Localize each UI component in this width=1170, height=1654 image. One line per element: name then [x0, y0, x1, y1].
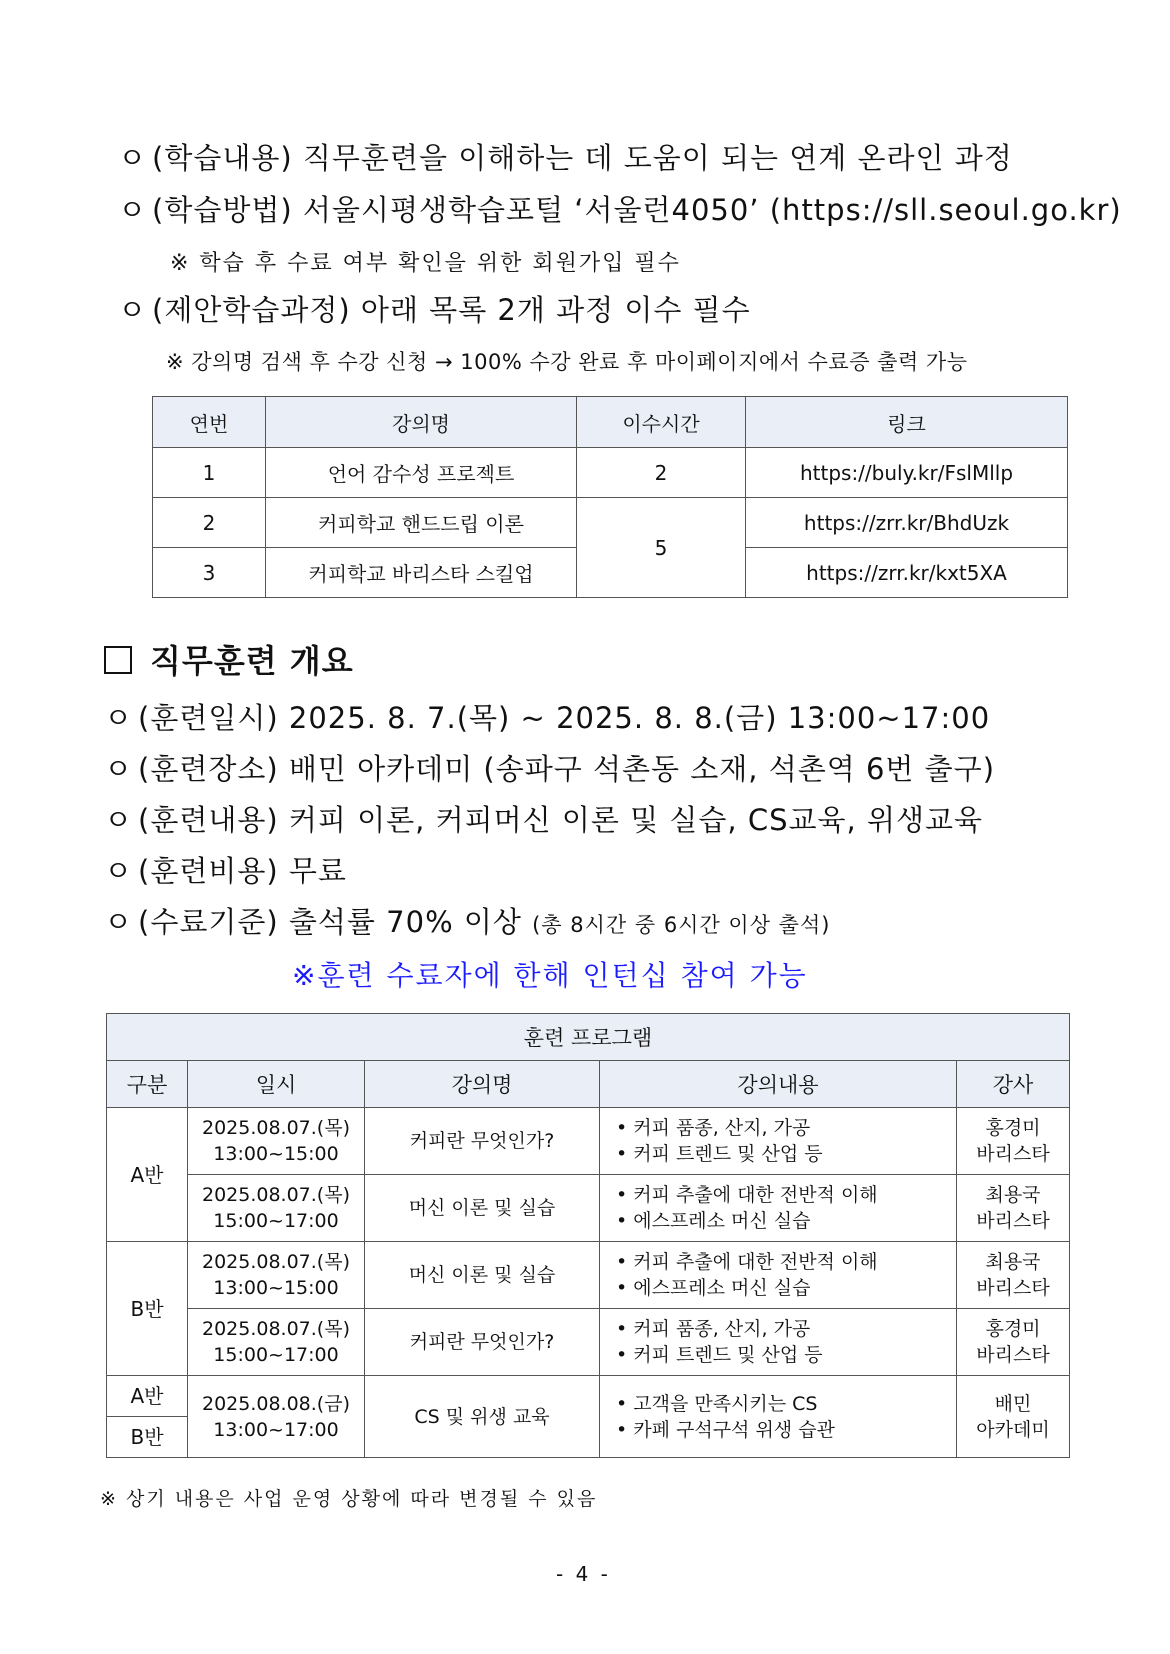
internship-highlight: ※훈련 수료자에 한해 인턴십 참여 가능	[292, 959, 808, 992]
instructor-title: 바리스타	[976, 1210, 1050, 1232]
cell-name: 언어 감수성 프로젝트	[266, 448, 577, 498]
content-item: • 커피 추출에 대한 전반적 이해	[616, 1184, 878, 1206]
cell-link[interactable]: https://zrr.kr/kxt5XA	[746, 548, 1068, 598]
overview-content	[104, 798, 983, 839]
cell-date: 2025.08.07.(목)	[201, 1251, 350, 1273]
cell-datetime	[188, 1242, 365, 1309]
bullet-mark: ㅇ	[104, 854, 134, 888]
checkbox-square-icon	[104, 646, 132, 674]
cell-datetime	[188, 1175, 365, 1242]
col-header-group: 구분	[107, 1061, 188, 1108]
table-row	[107, 1108, 1070, 1175]
content-item: • 커피 추출에 대한 전반적 이해	[616, 1251, 878, 1273]
cell-content	[600, 1108, 957, 1175]
cell-group: B반	[107, 1242, 188, 1376]
instructor-name: 홍경미	[985, 1117, 1041, 1139]
footer-note: ※ 상기 내용은 사업 운영 상황에 따라 변경될 수 있음	[100, 1488, 598, 1510]
bullet-text: (훈련일시) 2025. 8. 7.(목) ~ 2025. 8. 8.(금) 13:00~17:00	[138, 701, 991, 735]
course-table	[152, 396, 1068, 598]
instructor-name: 최용국	[985, 1251, 1041, 1273]
col-header-name: 강의명	[266, 397, 577, 448]
cell-hours: 2	[577, 448, 746, 498]
table-row	[107, 1376, 1070, 1417]
content-item: • 고객을 만족시키는 CS	[616, 1392, 818, 1415]
cell-no: 3	[153, 548, 266, 598]
cell-name: 커피란 무엇인가?	[365, 1108, 600, 1175]
table-row	[153, 498, 1068, 548]
note-signup: ※ 학습 후 수료 여부 확인을 위한 회원가입 필수	[170, 251, 681, 276]
col-header-hours: 이수시간	[577, 397, 746, 448]
page-number: - 4 -	[556, 1562, 611, 1586]
bullet-proposed-course	[118, 288, 751, 329]
content-item: • 에스프레소 머신 실습	[616, 1277, 811, 1299]
bullet-mark: ㅇ	[104, 701, 134, 735]
bullet-text: (훈련내용) 커피 이론, 커피머신 이론 및 실습, CS교육, 위생교육	[138, 803, 984, 837]
criteria-sub: (총 8시간 중 6시간 이상 출석)	[532, 913, 831, 937]
cell-name: 머신 이론 및 실습	[365, 1242, 600, 1309]
col-header-date: 일시	[188, 1061, 365, 1108]
cell-group: A반	[107, 1376, 188, 1417]
table-header-row	[107, 1061, 1070, 1108]
cell-name: 커피학교 핸드드립 이론	[266, 498, 577, 548]
bullet-text: (학습방법) 서울시평생학습포털 ‘서울런4050’ (https://sll.seoul.go.kr)	[152, 193, 1122, 227]
bullet-mark: ㅇ	[104, 803, 134, 837]
program-title: 훈련 프로그램	[107, 1014, 1070, 1061]
bullet-learning-content	[118, 136, 1013, 177]
instructor-title: 아카데미	[976, 1418, 1050, 1441]
cell-instructor	[957, 1175, 1070, 1242]
cell-datetime	[188, 1309, 365, 1376]
cell-name: 커피란 무엇인가?	[365, 1309, 600, 1376]
cell-hours: 5	[577, 498, 746, 598]
instructor-title: 바리스타	[976, 1143, 1050, 1165]
content-item: • 에스프레소 머신 실습	[616, 1210, 811, 1232]
table-row	[107, 1175, 1070, 1242]
cell-instructor	[957, 1309, 1070, 1376]
cell-name: 머신 이론 및 실습	[365, 1175, 600, 1242]
content-item: • 커피 품종, 산지, 가공	[616, 1318, 811, 1340]
bullet-text: (훈련장소) 배민 아카데미 (송파구 석촌동 소재, 석촌역 6번 출구)	[138, 752, 996, 786]
section-title-text: 직무훈련 개요	[150, 642, 354, 680]
cell-date: 2025.08.07.(목)	[201, 1318, 350, 1340]
content-item: • 커피 품종, 산지, 가공	[616, 1117, 811, 1139]
cell-content	[600, 1376, 957, 1458]
cell-instructor	[957, 1108, 1070, 1175]
instructor-name: 홍경미	[985, 1318, 1041, 1340]
cell-instructor	[957, 1242, 1070, 1309]
cell-time: 13:00~17:00	[213, 1418, 339, 1441]
bullet-mark: ㅇ	[118, 193, 148, 227]
cell-name: 커피학교 바리스타 스킬업	[266, 548, 577, 598]
instructor-name: 최용국	[985, 1184, 1041, 1206]
content-item: • 카페 구석구석 위생 습관	[616, 1418, 835, 1441]
cell-content	[600, 1242, 957, 1309]
program-title-row	[107, 1014, 1070, 1061]
table-row	[107, 1242, 1070, 1309]
overview-place	[104, 747, 995, 788]
bullet-mark: ㅇ	[118, 293, 148, 327]
bullet-mark: ㅇ	[104, 752, 134, 786]
cell-time: 15:00~17:00	[213, 1210, 339, 1232]
cell-name: CS 및 위생 교육	[365, 1376, 600, 1458]
col-header-name: 강의명	[365, 1061, 600, 1108]
cell-content	[600, 1175, 957, 1242]
table-row	[153, 448, 1068, 498]
program-table	[106, 1013, 1070, 1458]
instructor-title: 바리스타	[976, 1344, 1050, 1366]
cell-time: 13:00~15:00	[213, 1143, 339, 1165]
content-item: • 커피 트렌드 및 산업 등	[616, 1143, 823, 1165]
overview-cost	[104, 849, 347, 890]
cell-link[interactable]: https://buly.kr/FslMllp	[746, 448, 1068, 498]
cell-date: 2025.08.07.(목)	[201, 1184, 350, 1206]
cell-time: 15:00~17:00	[213, 1344, 339, 1366]
bullet-text: (훈련비용) 무료	[138, 854, 347, 888]
cell-group: A반	[107, 1108, 188, 1242]
bullet-mark: ㅇ	[118, 141, 148, 175]
cell-content	[600, 1309, 957, 1376]
cell-time: 13:00~15:00	[213, 1277, 339, 1299]
col-header-no: 연번	[153, 397, 266, 448]
cell-link[interactable]: https://zrr.kr/BhdUzk	[746, 498, 1068, 548]
bullet-text: (제안학습과정) 아래 목록 2개 과정 이수 필수	[152, 293, 751, 327]
bullet-mark: ㅇ	[104, 905, 134, 939]
cell-group: B반	[107, 1417, 188, 1458]
table-header-row	[153, 397, 1068, 448]
overview-criteria	[104, 900, 830, 941]
cell-instructor	[957, 1376, 1070, 1458]
bullet-text: (학습내용) 직무훈련을 이해하는 데 도움이 되는 연계 온라인 과정	[152, 141, 1013, 175]
cell-no: 2	[153, 498, 266, 548]
content-item: • 커피 트렌드 및 산업 등	[616, 1344, 823, 1366]
bullet-text: (수료기준) 출석률 70% 이상	[138, 905, 522, 939]
cell-datetime	[188, 1376, 365, 1458]
instructor-name: 배민	[994, 1392, 1032, 1415]
table-row	[107, 1309, 1070, 1376]
section-title	[104, 636, 354, 682]
note-course: ※ 강의명 검색 후 수강 신청 → 100% 수강 완료 후 마이페이지에서 수료증 출력 가능	[166, 350, 968, 374]
cell-datetime	[188, 1108, 365, 1175]
bullet-learning-method	[118, 188, 1122, 229]
overview-date	[104, 696, 990, 737]
cell-date: 2025.08.08.(금)	[201, 1392, 350, 1415]
cell-no: 1	[153, 448, 266, 498]
col-header-instructor: 강사	[957, 1061, 1070, 1108]
instructor-title: 바리스타	[976, 1277, 1050, 1299]
col-header-link: 링크	[746, 397, 1068, 448]
col-header-content: 강의내용	[600, 1061, 957, 1108]
cell-date: 2025.08.07.(목)	[201, 1117, 350, 1139]
